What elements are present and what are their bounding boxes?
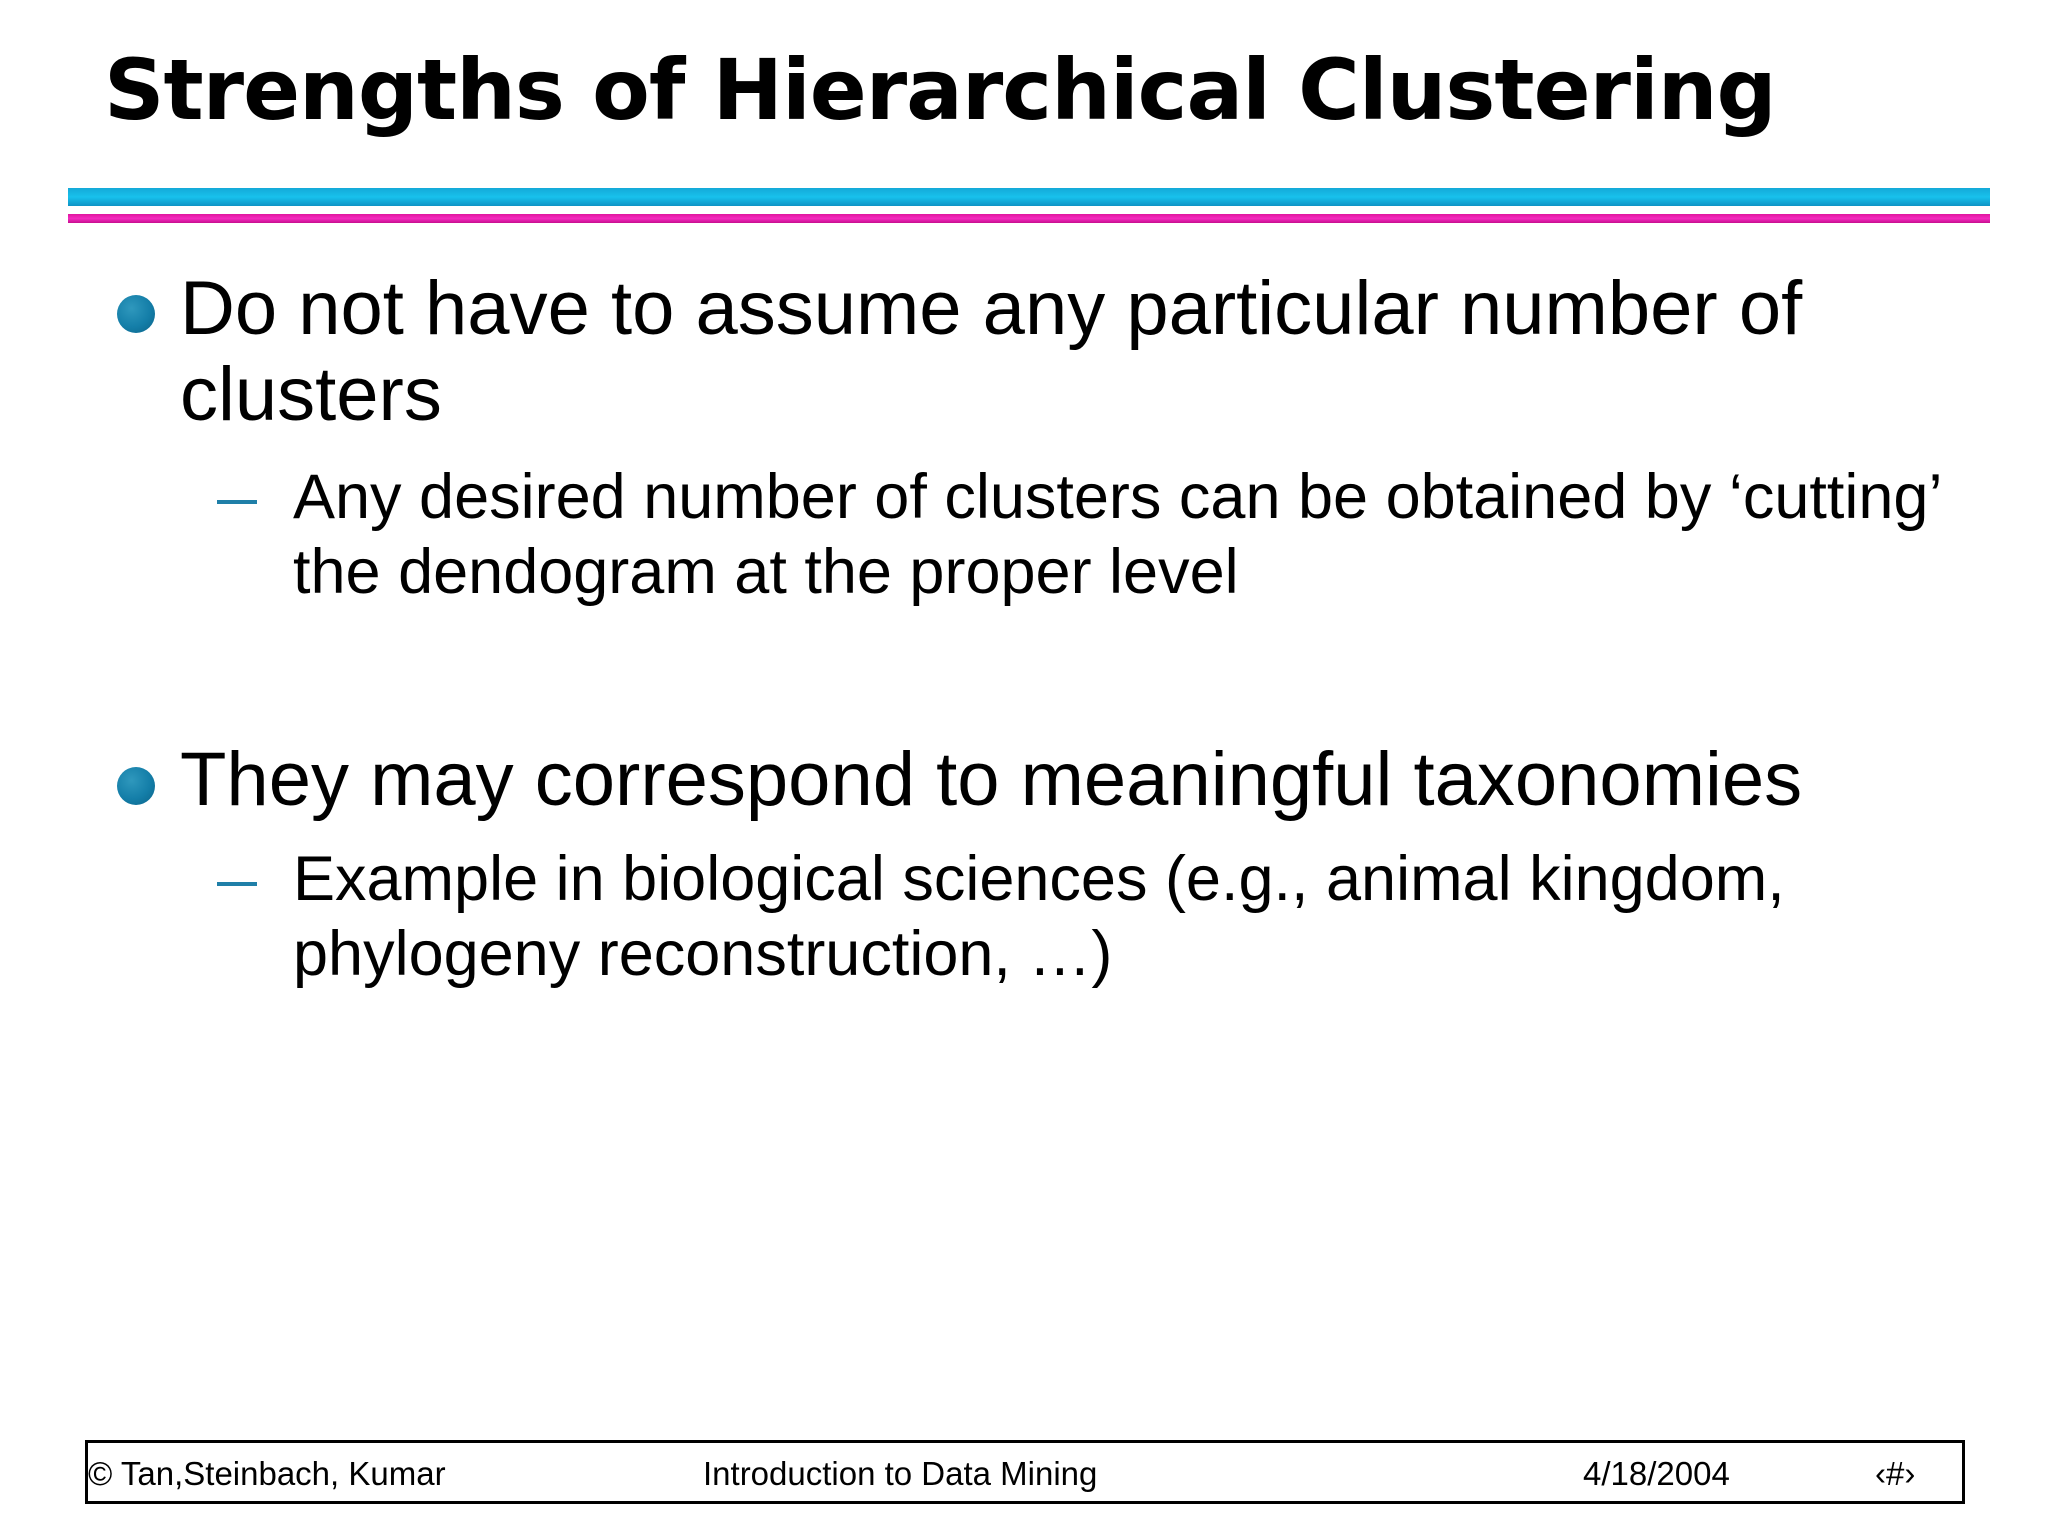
footer-date: 4/18/2004 <box>1583 1455 1730 1492</box>
dash-icon <box>217 882 257 886</box>
bullet-dot-icon <box>117 767 155 805</box>
title-rule-magenta <box>68 214 1990 223</box>
footer-course-title: Introduction to Data Mining <box>703 1455 1098 1492</box>
sub-bullet-text: Any desired number of clusters can be obtained by ‘cutting’ the dendogram at the proper level <box>293 462 1941 607</box>
slide-footer <box>85 1440 1965 1504</box>
bullet-dot-icon <box>117 295 155 333</box>
sub-bullet-text: Example in biological sciences (e.g., animal kingdom, phylogeny reconstruction, …) <box>293 844 1785 989</box>
footer-copyright: © Tan,Steinbach, Kumar <box>88 1455 446 1492</box>
bullet-text: Do not have to assume any particular number of clusters <box>180 266 1803 437</box>
dash-icon <box>217 500 257 504</box>
slide-title: Strengths of Hierarchical Clustering <box>104 41 1776 139</box>
bullet-text: They may correspond to meaningful taxonomies <box>180 737 1803 822</box>
footer-slide-number: ‹#› <box>1875 1455 1916 1492</box>
title-rule-cyan <box>68 188 1990 206</box>
